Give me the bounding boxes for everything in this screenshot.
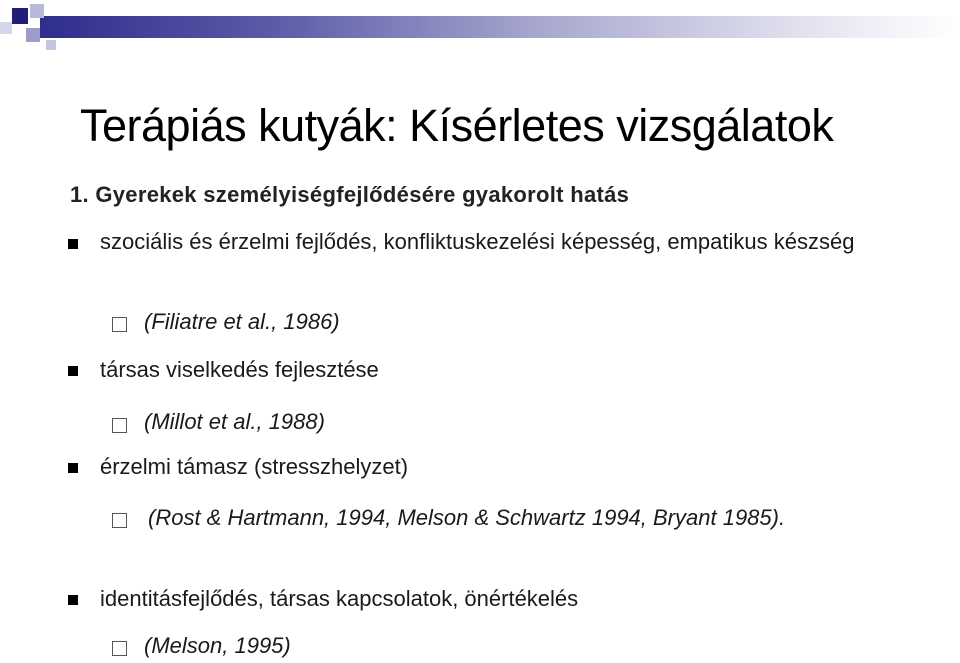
list-item-text: szociális és érzelmi fejlődés, konfliktuskezelési képesség, empatikus készség bbox=[100, 229, 855, 254]
checkbox-bullet-icon bbox=[112, 641, 127, 656]
header-gradient-bar bbox=[40, 16, 960, 38]
header-square bbox=[30, 4, 44, 18]
slide-subtitle: 1. Gyerekek személyiségfejlődésére gyakorolt hatás bbox=[70, 182, 630, 207]
list-item-text: érzelmi támasz (stresszhelyzet) bbox=[100, 454, 409, 479]
square-bullet-icon bbox=[68, 239, 78, 249]
square-bullet-icon bbox=[68, 463, 78, 473]
list-item-text: társas viselkedés fejlesztése bbox=[100, 357, 379, 382]
square-bullet-icon bbox=[68, 366, 78, 376]
list-item-text: identitásfejlődés, társas kapcsolatok, önértékelés bbox=[100, 586, 579, 611]
checkbox-bullet-icon bbox=[112, 513, 127, 528]
square-bullet-icon bbox=[68, 595, 78, 605]
list-item-reference: (Rost & Hartmann, 1994, Melson & Schwartz 1994, Bryant 1985). bbox=[148, 505, 786, 530]
list-item-reference: (Melson, 1995) bbox=[144, 633, 291, 658]
slide-title: Terápiás kutyák: Kísérletes vizsgálatok bbox=[80, 100, 834, 151]
checkbox-bullet-icon bbox=[112, 418, 127, 433]
header-square bbox=[46, 40, 56, 50]
header-square bbox=[12, 8, 28, 24]
checkbox-bullet-icon bbox=[112, 317, 127, 332]
list-item-reference: (Filiatre et al., 1986) bbox=[144, 309, 340, 334]
header-square bbox=[0, 22, 12, 34]
header-square bbox=[26, 28, 40, 42]
list-item-reference: (Millot et al., 1988) bbox=[144, 409, 325, 434]
